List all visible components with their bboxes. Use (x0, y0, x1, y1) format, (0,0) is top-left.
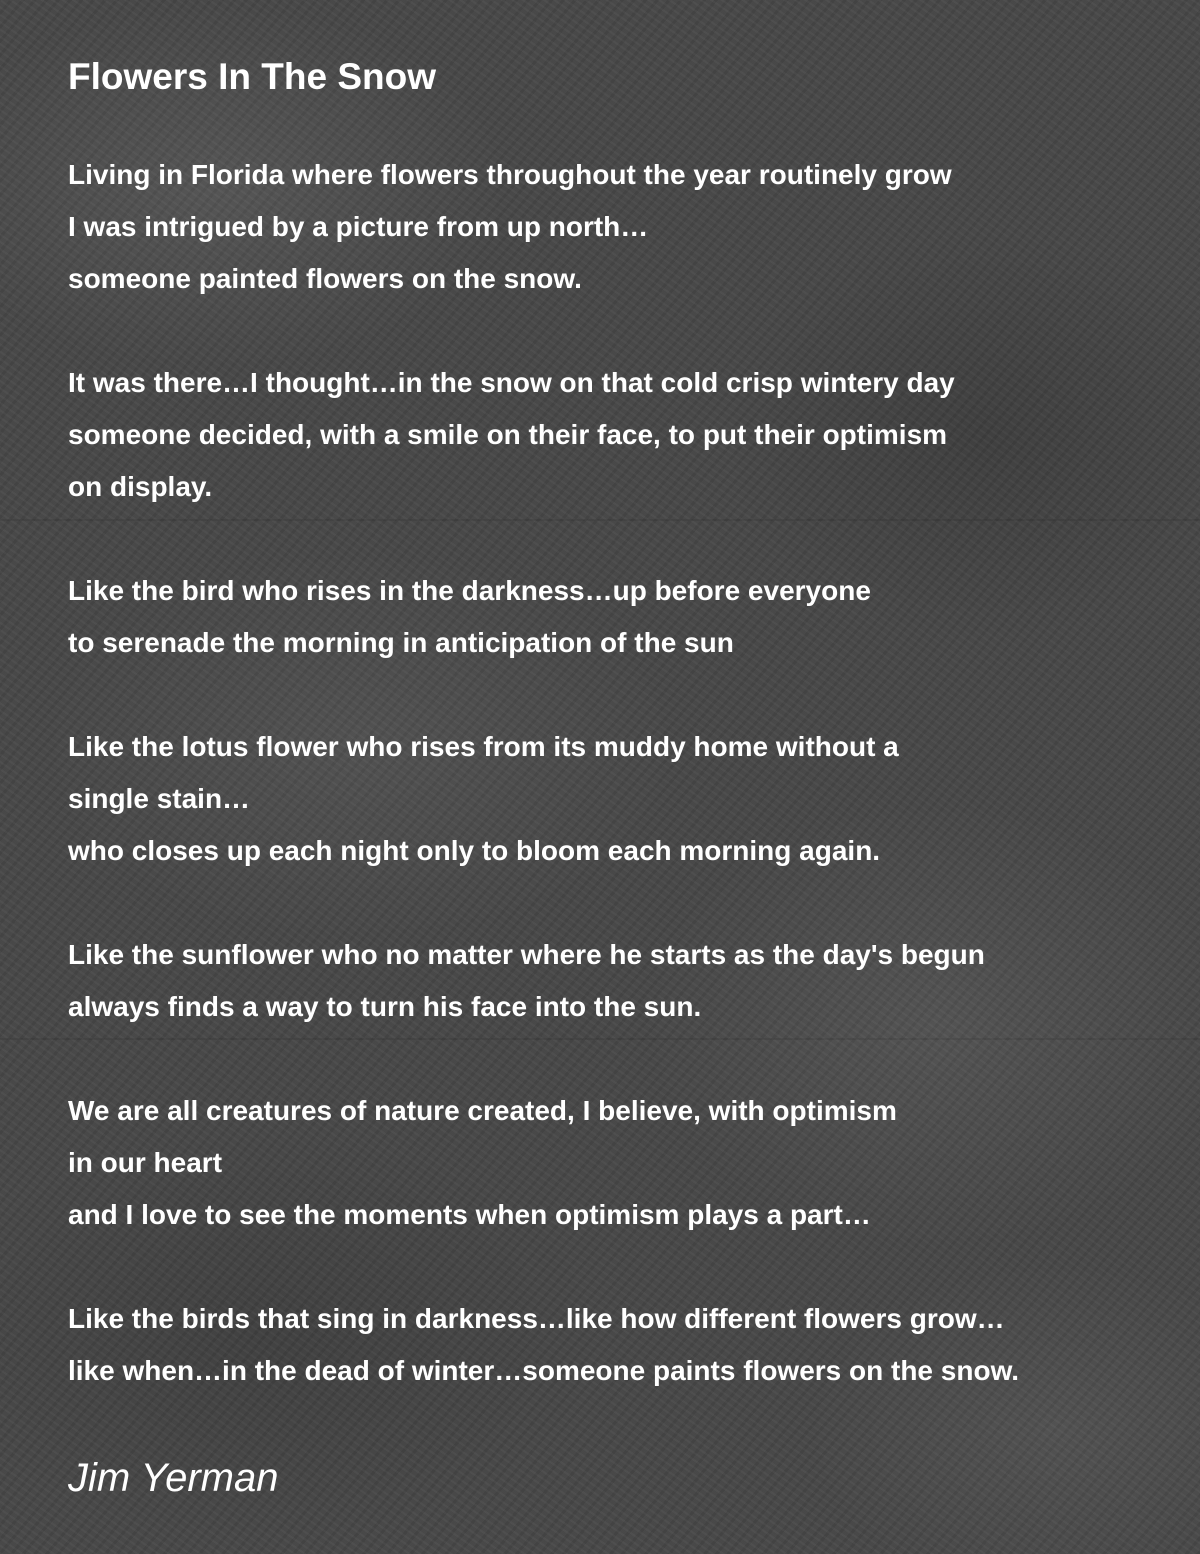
poem-line: Like the lotus flower who rises from its muddy home without a (68, 731, 899, 762)
poem-line: Like the bird who rises in the darkness…up before everyone (68, 575, 871, 606)
poem-line: someone decided, with a smile on their face, to put their optimism (68, 419, 948, 450)
poem-line: and I love to see the moments when optimism plays a part… (68, 1199, 871, 1230)
poem-line: Like the sunflower who no matter where he starts as the day's begun (68, 939, 985, 970)
stanza-2 (68, 362, 1188, 518)
poem-line: someone painted flowers on the snow. (68, 263, 582, 294)
poem-line: who closes up each night only to bloom each morning again. (68, 835, 881, 866)
poem-line: It was there…I thought…in the snow on that cold crisp wintery day (68, 367, 955, 398)
stanza-1 (68, 154, 1188, 310)
poem-line: Like the birds that sing in darkness…like how different flowers grow… (68, 1303, 1005, 1334)
poem-line: always finds a way to turn his face into the sun. (68, 991, 702, 1022)
poem-line: I was intrigued by a picture from up north… (68, 211, 649, 242)
stanza-4 (68, 726, 1188, 882)
stanza-5 (68, 934, 1188, 1038)
poem-line: Living in Florida where flowers throughout the year routinely grow (68, 159, 952, 190)
poem-line: in our heart (68, 1147, 223, 1178)
poem-line: on display. (68, 471, 213, 502)
poem-body (68, 154, 1188, 1454)
stanza-7 (68, 1298, 1188, 1402)
poem-title: Flowers In The Snow (68, 56, 436, 97)
stanza-6 (68, 1090, 1188, 1246)
stanza-3 (68, 570, 1188, 674)
poem-line: like when…in the dead of winter…someone paints flowers on the snow. (68, 1355, 1020, 1386)
poem-line: We are all creatures of nature created, I believe, with optimism (68, 1095, 897, 1126)
poem-line: single stain… (68, 783, 251, 814)
poem-author: Jim Yerman (68, 1456, 279, 1500)
poem-line: to serenade the morning in anticipation of the sun (68, 627, 734, 658)
